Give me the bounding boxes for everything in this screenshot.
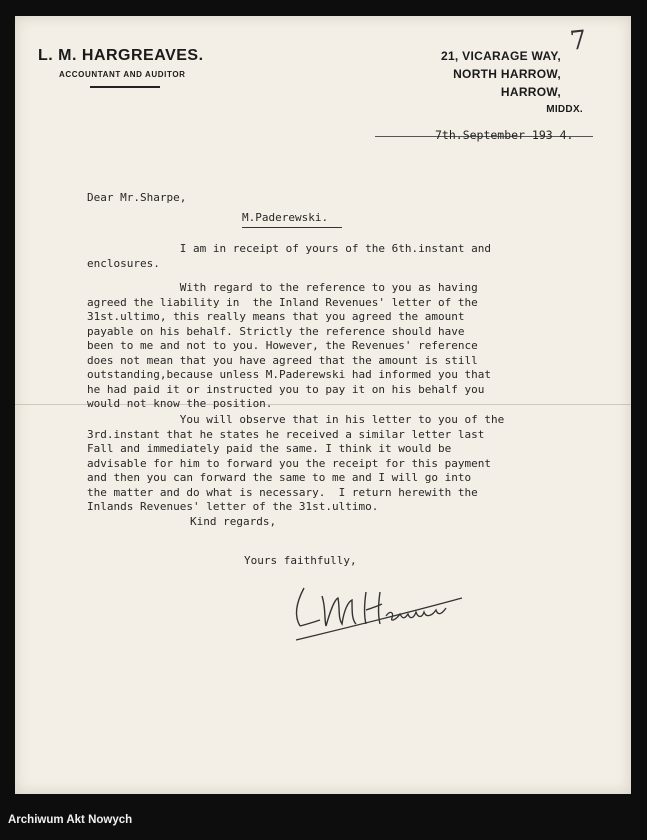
closing: Kind regards, <box>190 515 277 528</box>
address-line: 21, VICARAGE WAY, <box>440 49 561 63</box>
subject-line: M.Paderewski. <box>242 211 329 224</box>
letter-date: 7th.September 193 4. <box>435 128 574 142</box>
address-line: NORTH HARROW, <box>453 67 561 81</box>
letterhead-rule <box>90 86 160 88</box>
body-paragraph: You will observe that in his letter to you of the 3rd.instant that he states he received a similar letter last Fall and immediately paid the same. I think it would be advisable for him to forward you the receipt for this payment and then you can forward the same to me and I will go into the matter and do what is necessary. I return herewith the Inlands Revenues' letter of the 31st.ultimo. <box>87 413 505 513</box>
subject-underline <box>242 227 342 228</box>
letterhead-title: ACCOUNTANT AND AUDITOR <box>59 70 186 79</box>
handwritten-signature <box>286 568 466 648</box>
body-paragraph: With regard to the reference to you as having agreed the liability in the Inland Revenues' letter of the 31st.ultimo, this really means that you agreed the amount payable on his behalf. Strictly the reference should have been to me and not to you. However, the Revenues' reference does not mean that you have agreed that the amount is still outstanding,because unless M.Paderewski had informed you that he had paid it or instructed you to pay it on his behalf you would not know the position. <box>87 281 491 410</box>
sign-off: Yours faithfully, <box>244 554 357 567</box>
letterhead-address <box>440 47 583 119</box>
body-paragraph: I am in receipt of yours of the 6th.instant and enclosures. <box>87 242 491 270</box>
address-line: HARROW, <box>500 85 561 99</box>
address-line: MIDDX. <box>546 104 583 115</box>
archive-footer-label: Archiwum Akt Nowych <box>8 814 133 826</box>
salutation: Dear Mr.Sharpe, <box>87 191 187 204</box>
handwritten-page-number: 7 <box>568 25 589 57</box>
letterhead-name: L. M. HARGREAVES. <box>38 47 204 64</box>
